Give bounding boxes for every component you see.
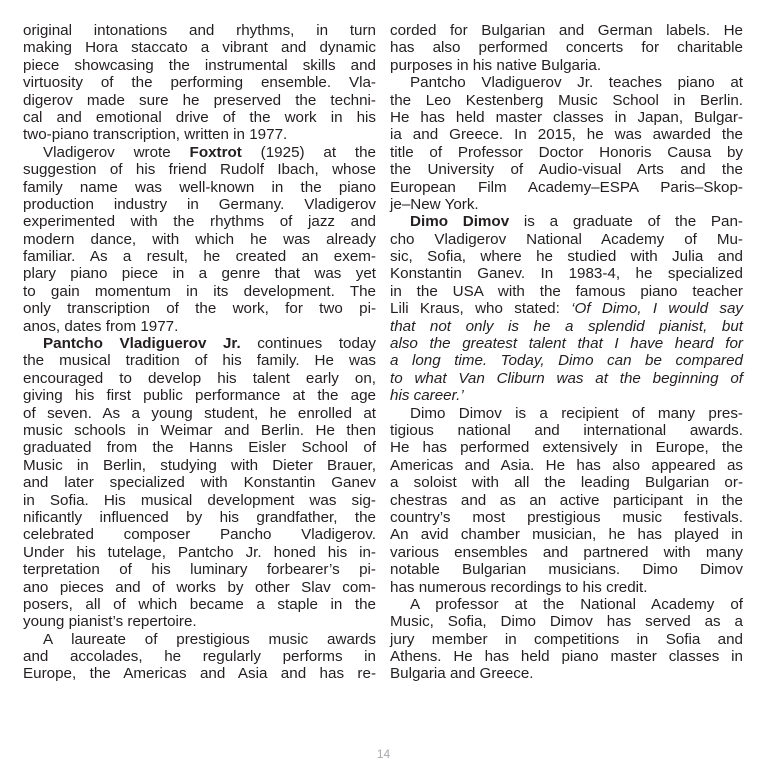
text-line — [390, 144, 743, 161]
text-line — [390, 39, 743, 56]
text-line — [390, 405, 743, 422]
text-segment: European Film Academy–ESPA Paris–Skop- — [390, 178, 743, 196]
text-line — [390, 613, 743, 630]
text-segment: Lili Kraus, who stated: — [390, 300, 572, 318]
text-segment: purposes in his native Bulgaria. — [390, 56, 602, 74]
text-line — [390, 126, 743, 143]
text-segment: family name was well-known in the piano — [23, 178, 376, 196]
text-line — [23, 439, 376, 456]
text-segment: young pianist’s repertoire. — [23, 613, 197, 631]
text-segment: Under his tutelage, Pantcho Jr. honed his in- — [23, 543, 376, 561]
text-segment: Athens. He has held piano master classes in — [390, 648, 743, 666]
left-column — [23, 22, 376, 683]
text-line — [23, 474, 376, 491]
text-line — [23, 283, 376, 300]
text-line — [23, 526, 376, 543]
text-segment: posers, all of which became a staple in the — [23, 595, 376, 613]
text-segment: plary piano piece in a genre that was yet — [23, 265, 376, 283]
text-line — [23, 405, 376, 422]
text-line — [23, 300, 376, 317]
text-line — [23, 387, 376, 404]
text-line — [390, 179, 743, 196]
text-line — [23, 265, 376, 282]
text-line — [23, 335, 376, 352]
text-segment: anos, dates from 1977. — [23, 317, 179, 335]
page-number: 14 — [376, 747, 391, 761]
text-segment: original intonations and rhythms, in turn — [23, 22, 376, 39]
text-segment: digerov made sure he preserved the techni- — [23, 91, 376, 109]
text-line — [390, 300, 743, 317]
text-line — [23, 648, 376, 665]
text-segment: He has performed extensively in Europe, the — [390, 439, 743, 457]
text-line — [23, 109, 376, 126]
italic-quote: that not only is he a splendid pianist, but — [390, 317, 743, 335]
text-line — [23, 74, 376, 91]
text-line — [390, 335, 743, 352]
text-line — [390, 57, 743, 74]
text-line — [390, 561, 743, 578]
text-line — [390, 544, 743, 561]
text-line — [23, 352, 376, 369]
text-line — [390, 231, 743, 248]
text-line — [390, 265, 743, 282]
text-line — [390, 74, 743, 91]
text-segment: piece showcasing the instrumental skills and — [23, 56, 376, 74]
italic-quote: a long time. Today, Dimo can be compared — [390, 352, 743, 370]
text-line — [390, 213, 743, 230]
text-line — [23, 544, 376, 561]
text-segment: Americas and Asia. He has also appeared as — [390, 456, 743, 474]
text-line — [390, 318, 743, 335]
text-line — [390, 596, 743, 613]
italic-quote: to what Van Cliburn was at the beginning of — [390, 369, 743, 387]
text-segment: familiar. As a result, he created an exem- — [23, 248, 376, 266]
italic-quote: his career.’ — [390, 387, 464, 405]
bold-name: Dimo Dimov — [410, 213, 510, 231]
text-segment: terpretation of his luminary forbearer’s pi- — [23, 561, 376, 579]
text-segment: to gain momentum in its development. The — [23, 282, 376, 300]
text-segment: A laureate of prestigious music awards — [43, 630, 376, 648]
text-segment: and accolades, he regularly performs in — [23, 648, 376, 666]
text-line — [23, 561, 376, 578]
text-line — [23, 613, 376, 630]
text-line — [23, 161, 376, 178]
text-line — [390, 283, 743, 300]
text-segment: chestras and as an active participant in the — [390, 491, 743, 509]
text-line — [23, 196, 376, 213]
text-segment: of seven. As a young student, he enrolled at — [23, 404, 376, 422]
text-line — [390, 352, 743, 369]
text-segment: a soloist with all the leading Bulgarian or- — [390, 474, 743, 492]
text-line — [23, 665, 376, 682]
text-line — [23, 57, 376, 74]
text-line — [390, 109, 743, 126]
bold-name: Pantcho Vladiguerov Jr. — [43, 335, 241, 353]
text-line — [390, 196, 743, 213]
text-line — [23, 422, 376, 439]
text-segment: A professor at the National Academy of — [410, 595, 743, 613]
text-line — [390, 457, 743, 474]
text-segment: in Sofia. His musical development was sig- — [23, 491, 376, 509]
text-segment: Europe, the Americas and Asia and has re- — [23, 665, 376, 683]
text-segment: encouraged to develop his talent early on, — [23, 369, 376, 387]
text-line — [390, 648, 743, 665]
text-line — [390, 422, 743, 439]
text-segment: corded for Bulgarian and German labels. He — [390, 22, 743, 39]
text-line — [23, 92, 376, 109]
text-segment: is a graduate of the Pan- — [509, 213, 743, 231]
text-line — [23, 631, 376, 648]
text-segment: has also performed concerts for charitable — [390, 39, 743, 57]
text-segment: Konstantin Ganev. In 1983-4, he specialized — [390, 265, 743, 283]
text-segment: virtuosity of the performing ensemble. Vla- — [23, 74, 376, 92]
text-line — [23, 144, 376, 161]
text-line — [23, 126, 376, 143]
text-segment: notable Bulgarian musicians. Dimo Dimov — [390, 561, 743, 579]
text-line — [23, 370, 376, 387]
text-segment: various ensembles and partnered with many — [390, 543, 743, 561]
text-line — [390, 509, 743, 526]
text-line — [23, 596, 376, 613]
text-segment: music schools in Weimar and Berlin. He then — [23, 421, 376, 439]
text-segment: Dimo Dimov is a recipient of many pres- — [410, 404, 743, 422]
text-segment: making Hora staccato a vibrant and dynamic — [23, 39, 376, 57]
text-segment: celebrated composer Pancho Vladigerov. — [23, 526, 376, 544]
text-segment: ano pieces and of works by other Slav com- — [23, 578, 376, 596]
text-segment: (1925) at the — [241, 143, 376, 161]
text-line — [390, 387, 743, 404]
text-line — [390, 22, 743, 39]
right-column — [390, 22, 743, 683]
text-line — [23, 22, 376, 39]
text-line — [23, 179, 376, 196]
text-segment: modern dance, with which he was already — [23, 230, 376, 248]
text-segment: the musical tradition of his family. He was — [23, 352, 376, 370]
text-segment: tigious national and international awards. — [390, 421, 743, 439]
text-segment: jury member in competitions in Sofia and — [390, 630, 743, 648]
text-segment: production industry in Germany. Vladigerov — [23, 195, 376, 213]
text-segment: the Leo Kestenberg Music School in Berlin. — [390, 91, 743, 109]
text-line — [23, 213, 376, 230]
text-line — [23, 457, 376, 474]
text-segment: country’s most prestigious music festivals. — [390, 508, 743, 526]
text-segment: the University of Audio-visual Arts and the — [390, 161, 743, 179]
text-line — [23, 492, 376, 509]
text-segment: cho Vladigerov National Academy of Mu- — [390, 230, 743, 248]
text-line — [23, 248, 376, 265]
text-segment: Music in Berlin, studying with Dieter Brauer, — [23, 456, 376, 474]
text-line — [390, 439, 743, 456]
text-line — [390, 248, 743, 265]
text-segment: He has held master classes in Japan, Bulgar- — [390, 108, 743, 126]
text-segment: title of Professor Doctor Honoris Causa by — [390, 143, 743, 161]
text-segment: An avid chamber musician, he has played in — [390, 526, 743, 544]
text-line — [390, 526, 743, 543]
text-line — [390, 579, 743, 596]
text-segment: in the USA with the famous piano teacher — [390, 282, 743, 300]
text-line — [23, 39, 376, 56]
text-segment: and later specialized with Konstantin Ganev — [23, 474, 376, 492]
text-segment: two-piano transcription, written in 1977. — [23, 126, 288, 144]
text-segment: cal and emotional drive of the work in his — [23, 108, 376, 126]
text-line — [390, 92, 743, 109]
text-segment: Music, Sofia, Dimo Dimov has served as a — [390, 613, 743, 631]
text-line — [390, 665, 743, 682]
bold-name: Foxtrot — [189, 143, 242, 161]
text-segment: giving his first public performance at the age — [23, 387, 376, 405]
text-line — [23, 231, 376, 248]
text-line — [390, 474, 743, 491]
text-segment: suggestion of his friend Rudolf Ibach, whose — [23, 161, 376, 179]
text-line — [390, 161, 743, 178]
text-segment: has numerous recordings to his credit. — [390, 578, 648, 596]
text-line — [23, 509, 376, 526]
text-line — [390, 370, 743, 387]
italic-quote: ‘Of Dimo, I would say — [571, 300, 743, 318]
text-segment: only transcription of the work, for two pi- — [23, 300, 376, 318]
text-line — [390, 492, 743, 509]
text-segment: nificantly influenced by his grandfather, the — [23, 508, 376, 526]
text-segment: Vladigerov wrote — [43, 143, 190, 161]
text-line — [23, 318, 376, 335]
text-segment: continues today — [240, 335, 376, 353]
text-segment: experimented with the rhythms of jazz and — [23, 213, 376, 231]
text-segment: sic, Sofia, where he studied with Julia and — [390, 248, 743, 266]
text-segment: Bulgaria and Greece. — [390, 665, 534, 683]
text-segment: Pantcho Vladiguerov Jr. teaches piano at — [410, 74, 743, 92]
text-segment: graduated from the Hanns Eisler School of — [23, 439, 376, 457]
text-segment: je–New York. — [390, 195, 479, 213]
text-line — [23, 579, 376, 596]
italic-quote: also the greatest talent that I have heard for — [390, 335, 743, 353]
text-segment: ia and Greece. In 2015, he was awarded the — [390, 126, 743, 144]
text-line — [390, 631, 743, 648]
